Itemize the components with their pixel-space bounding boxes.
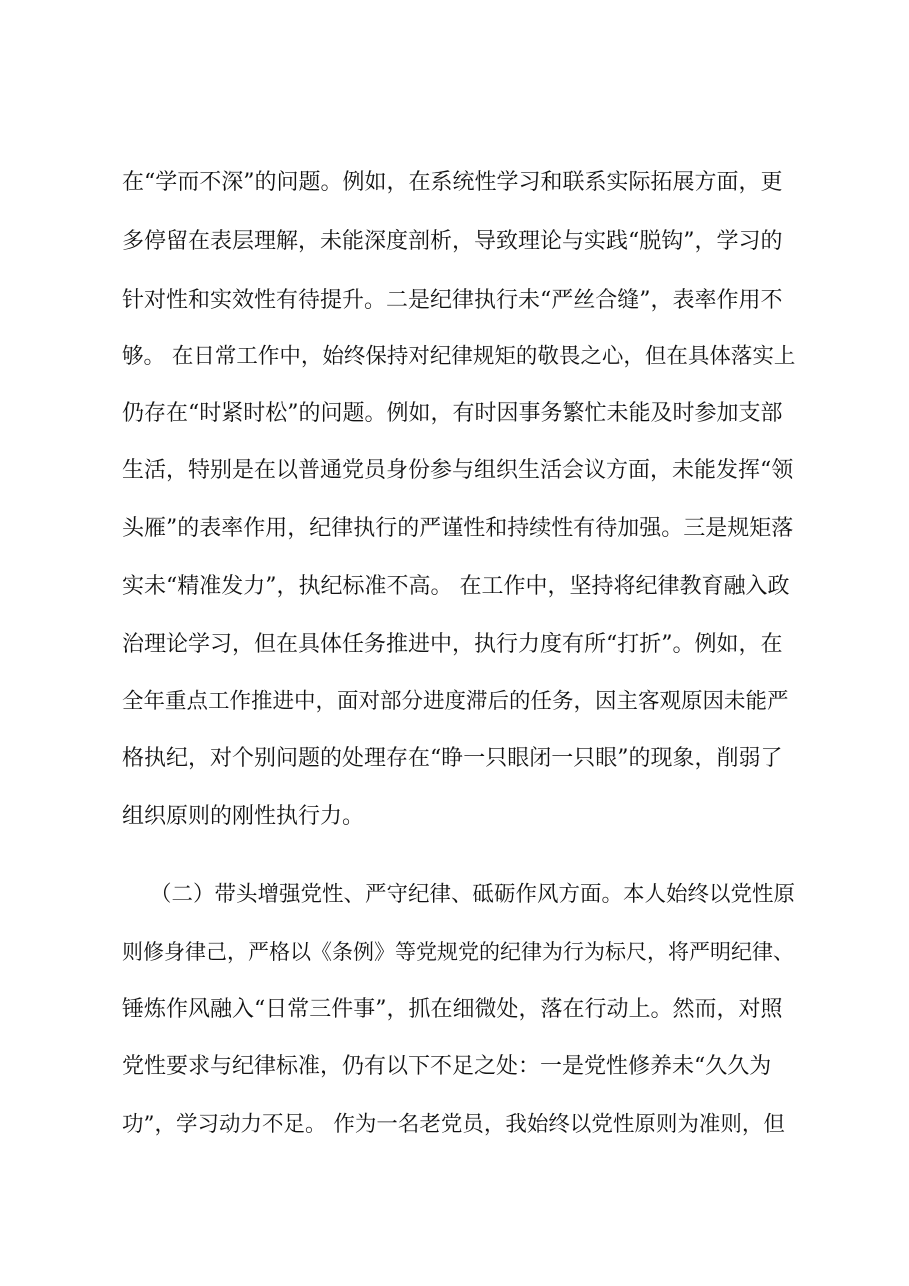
text-line: 则修身律己，严格以《条例》等党规党的纪律为行为标尺，将严明纪律、 — [122, 940, 794, 964]
text-line: 党性要求与纪律标准，仍有以下不足之处：一是党性修养未“久久为 — [122, 1054, 772, 1079]
text-line: 仍存在“时紧时松”的问题。例如，有时因事务繁忙未能及时参加支部 — [122, 401, 783, 426]
text-line: 治理论学习，但在具体任务推进中，执行力度有所“打折”。例如，在 — [122, 632, 783, 657]
text-line: 生活，特别是在以普通党员身份参与组织生活会议方面，未能发挥“领 — [122, 458, 794, 483]
text-line: 实未“精准发力”，执纪标准不高。 在工作中，坚持将纪律教育融入政 — [122, 574, 790, 599]
text-line: 头雁”的表率作用，纪律执行的严谨性和持续性有待加强。三是规矩落 — [122, 516, 794, 541]
text-line: 在“学而不深”的问题。例如，在系统性学习和联系实际拓展方面，更 — [122, 170, 783, 195]
text-line: 格执纪，对个别问题的处理存在“睁一只眼闭一只眼”的现象，削弱了 — [122, 746, 783, 771]
text-line: 组织原则的刚性执行力。 — [122, 804, 365, 829]
text-line: 针对性和实效性有待提升。二是纪律执行未“严丝合缝”，表率作用不 — [122, 288, 783, 313]
text-line: 功”，学习动力不足。 作为一名老党员，我始终以党性原则为准则，但 — [122, 1112, 785, 1137]
text-line: 全年重点工作推进中，面对部分进度滞后的任务，因主客观原因未能严 — [122, 689, 789, 714]
text-line: 锤炼作风融入“日常三件事”，抓在细微处，落在行动上。然而，对照 — [122, 997, 783, 1022]
text-line: （二）带头增强党性、严守纪律、砥砺作风方面。本人始终以党性原 — [150, 882, 796, 907]
text-line: 多停留在表层理解，未能深度剖析，导致理论与实践“脱钩”，学习的 — [122, 229, 783, 254]
text-line: 够。 在日常工作中，始终保持对纪律规矩的敬畏之心，但在具体落实上 — [122, 344, 796, 369]
